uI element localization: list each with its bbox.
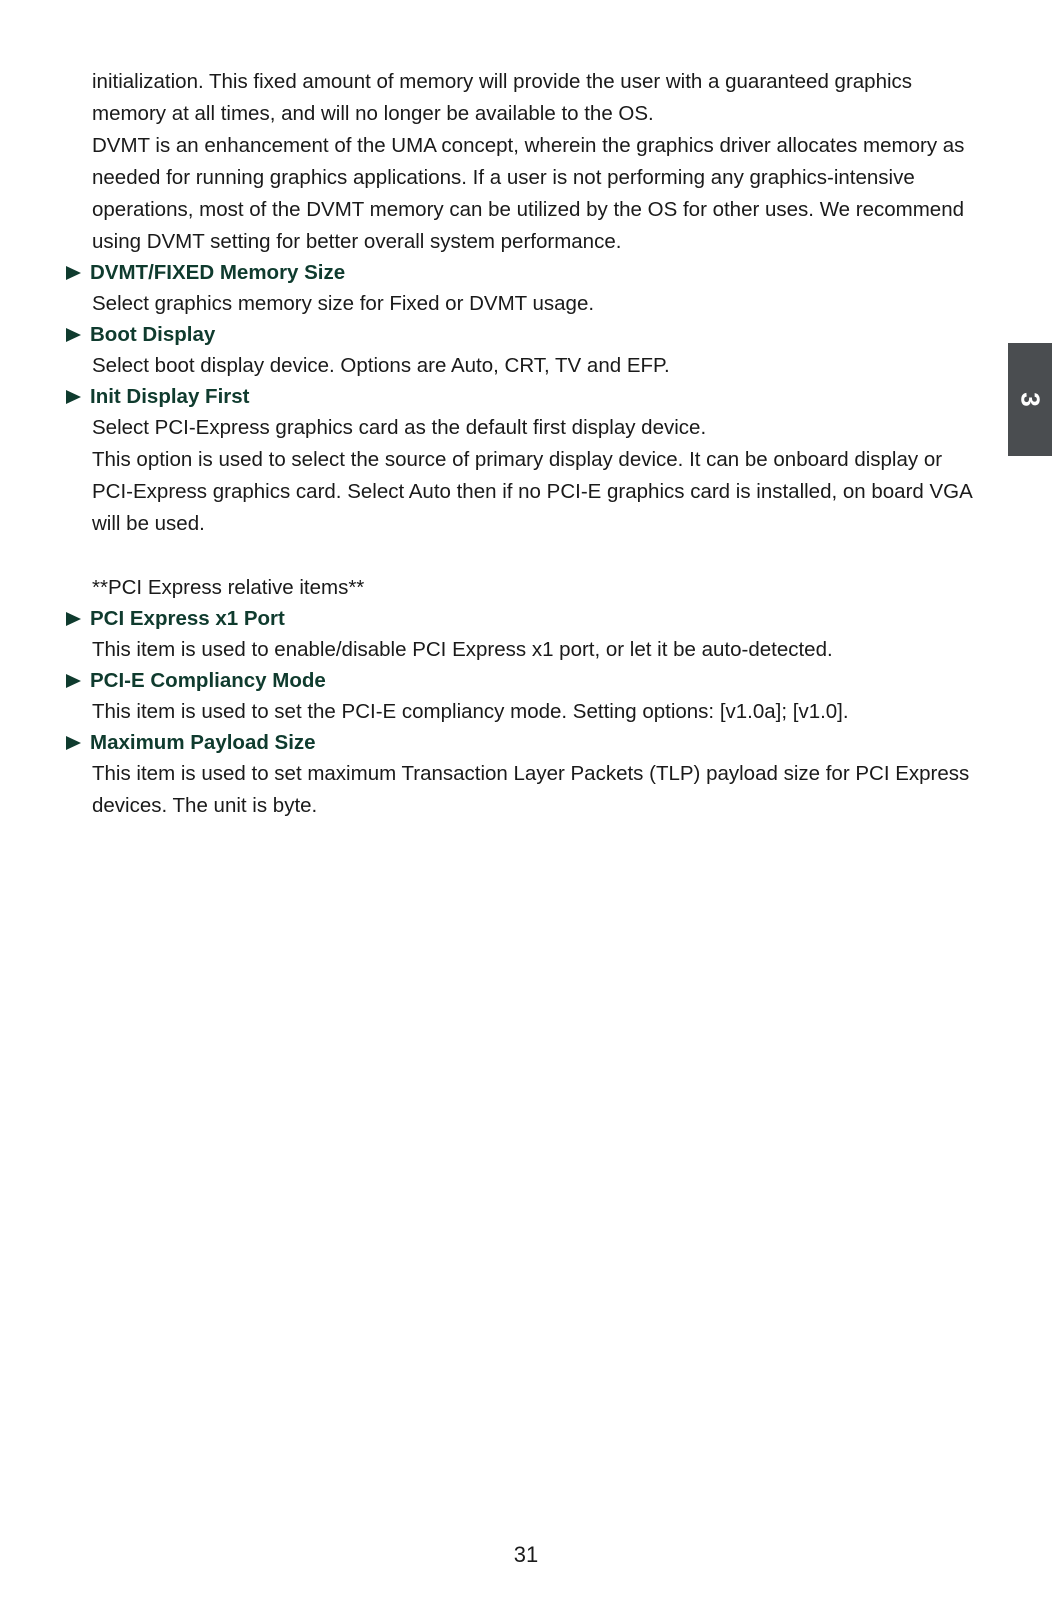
section-heading-maximum-payload-size [64,728,984,758]
triangle-bullet-icon [66,736,81,750]
section-title: PCI-E Compliancy Mode [90,669,326,692]
section-heading-boot-display [64,320,984,350]
section-title: Maximum Payload Size [90,731,316,754]
section-description: Select boot display device. Options are Auto, CRT, TV and EFP. [92,354,670,377]
section-heading-dvmt-fixed-memory-size [64,258,984,288]
triangle-bullet-icon [66,612,81,626]
spacer [64,540,984,572]
section-description: This option is used to select the source of primary display device. It can be onboard display or PCI-Express graphics card. Select Auto then if no PCI-E graphics card is installed, on board VGA will be used. [92,448,972,535]
section-title: DVMT/FIXED Memory Size [90,261,346,284]
section-heading-pcie-compliancy-mode [64,666,984,696]
section-title: Boot Display [90,323,216,346]
section-description: This item is used to set maximum Transaction Layer Packets (TLP) payload size for PCI Express devices. The unit is byte. [92,762,970,817]
triangle-bullet-icon [66,674,81,688]
chapter-tab [1008,343,1052,456]
page-content [64,66,984,822]
section-heading-init-display-first [64,382,984,412]
chapter-number: 3 [1015,392,1046,407]
section-description: This item is used to set the PCI-E compliancy mode. Setting options: [v1.0a]; [v1.0]. [92,700,849,723]
section-title: PCI Express x1 Port [90,607,285,630]
section-heading-pci-express-x1-port [64,604,984,634]
triangle-bullet-icon [66,266,81,280]
section-title: Init Display First [90,385,250,408]
intro-paragraph-2: DVMT is an enhancement of the UMA concept, wherein the graphics driver allocates memory as needed for running graphics applications. If a user is not performing any graphics-intensive operations, most of the DVMT memory can be utilized by the OS for other uses. We recommend using DVMT setting for better overall system performance. [92,134,965,253]
triangle-bullet-icon [66,328,81,342]
section-description: Select PCI-Express graphics card as the default first display device. [92,416,707,439]
section-description: This item is used to enable/disable PCI Express x1 port, or let it be auto-detected. [92,638,833,661]
section-description: Select graphics memory size for Fixed or DVMT usage. [92,292,595,315]
page-number: 31 [513,1542,539,1567]
intro-paragraph-1: initialization. This fixed amount of memory will provide the user with a guaranteed graphics memory at all times, and will no longer be available to the OS. [92,70,913,125]
pcie-note: **PCI Express relative items** [92,576,365,599]
triangle-bullet-icon [66,390,81,404]
